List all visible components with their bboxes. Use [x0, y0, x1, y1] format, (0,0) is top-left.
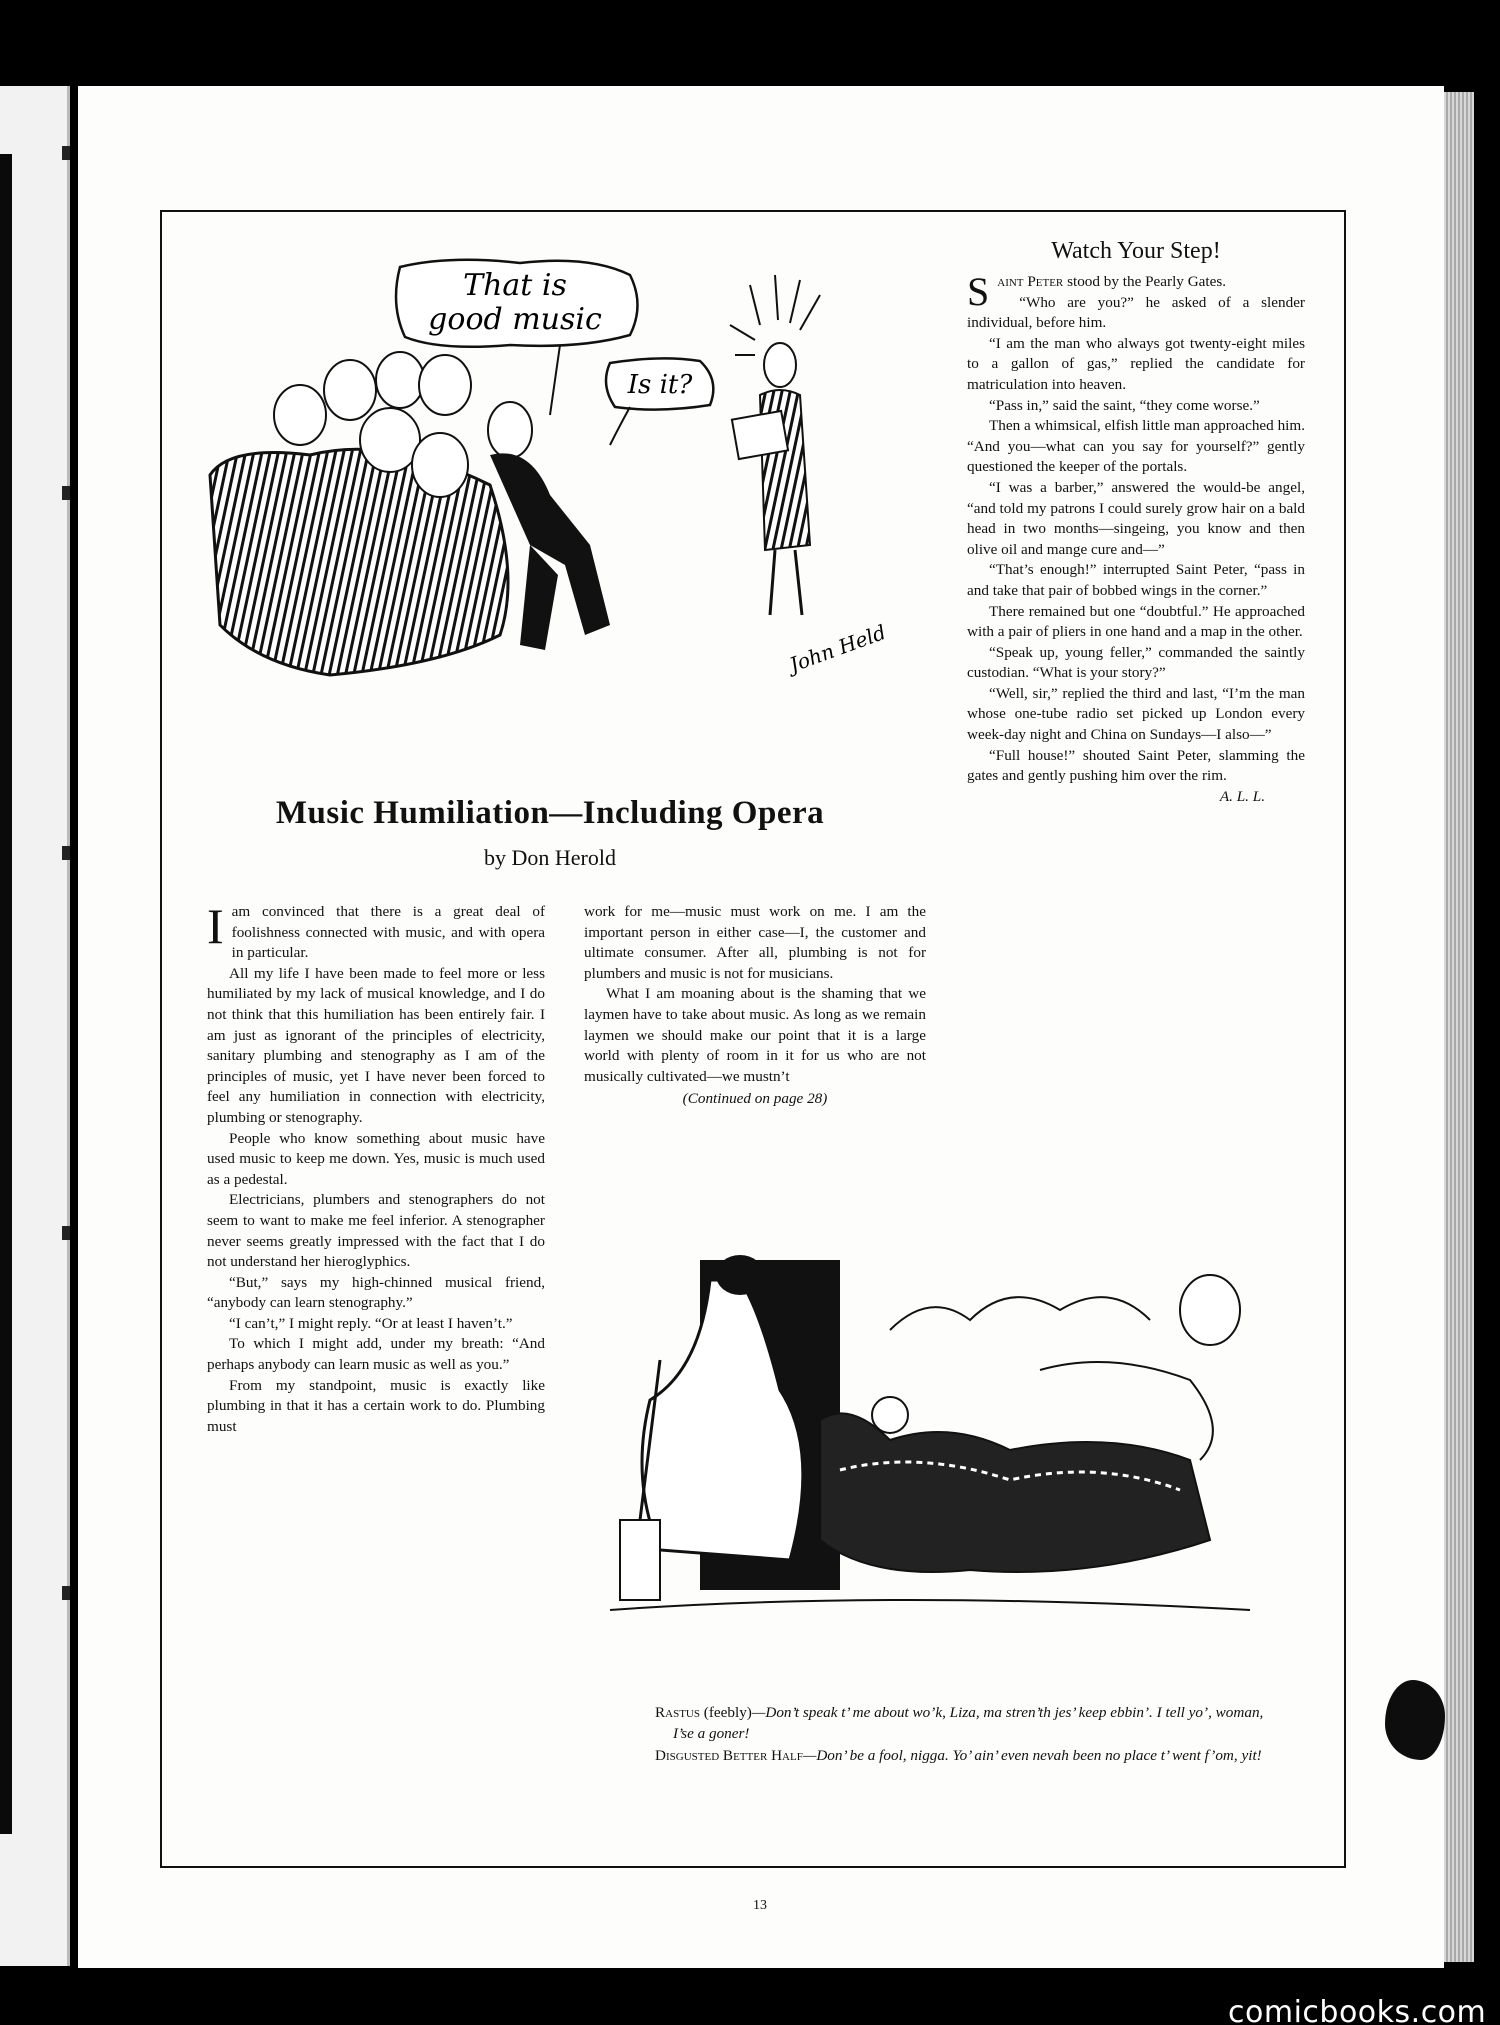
drop-cap: I [207, 898, 224, 954]
caption-speaker-2: Disgusted Better Half [655, 1747, 803, 1764]
paragraph: “I was a barber,” answered the would-be angel, “and told my patrons I could surely grow hair on a bald head in two months—singeing, you know and then olive oil and mange cure and—” [967, 478, 1305, 558]
sidebar-title: Watch Your Step! [1051, 238, 1221, 264]
sidebar-column [967, 269, 1305, 807]
site-watermark: comicbooks.com [1228, 1995, 1487, 2025]
caption-speaker-1: Rastus [655, 1704, 700, 1721]
paragraph: “Well, sir,” replied the third and last, “I’m the man whose one-tube radio set picked up London every week-day night and China on Sundays—I also—” [967, 684, 1305, 744]
bubble-text-1: That is good music [428, 268, 602, 337]
paragraph: “Full house!” shouted Saint Peter, slamming the gates and gently pushing him over the rim. [967, 746, 1305, 785]
article-column-2 [584, 902, 926, 1110]
sidebar-opening-text: stood by the Pearly Gates. [1063, 273, 1227, 290]
paragraph: To which I might add, under my breath: “And perhaps anybody can learn music as well as you.” [207, 1335, 545, 1374]
caption-speaker-1-note: (feebly) [699, 1704, 752, 1721]
paragraph: “I am the man who always got twenty-eight miles to a gallon of gas,” replied the candidate for matriculation into heaven. [967, 334, 1305, 393]
paragraph: All my life I have been made to feel more or less humiliated by my lack of musical knowledge, and I do not think that this humiliation has been entirely fair. I am just as ignorant of the principles of electricity, sanitary plumbing and stenography as I am of the principles of music, yet I have never been forced to feel any humiliation in connection with electricity, plumbing or stenography. [207, 964, 545, 1126]
ink-blot [1385, 1680, 1445, 1760]
sidebar-initials: A. L. L. [1219, 787, 1265, 805]
paragraph: There remained but one “doubtful.” He approached with a pair of pliers in one hand and a map in the other. [967, 602, 1305, 641]
concert-cartoon [190, 245, 920, 685]
article-column-1 [207, 898, 545, 1437]
facing-page-edge [0, 86, 70, 1966]
article-byline: by Don Herold [484, 845, 616, 870]
sidebar-drop-cap: S [967, 269, 990, 314]
paragraph: “But,” says my high-chinned musical friend, “anybody can learn stenography.” [207, 1273, 545, 1312]
article-opening-paragraph [207, 898, 545, 964]
paragraph: “That’s enough!” interrupted Saint Peter, “pass in and take that pair of bobbed wings in the corner.” [967, 561, 1305, 599]
paragraph: “Pass in,” said the saint, “they come worse.” [989, 396, 1260, 414]
paragraph: “Speak up, young feller,” commanded the saintly custodian. “What is your story?” [967, 643, 1305, 682]
page-stack-edge [1444, 92, 1474, 1962]
paragraph: What I am moaning about is the shaming that we laymen have to take about music. As long as we remain laymen we should make our point that it is a large world with plenty of room in it for us who are not musically cultivated—we mustn’t [584, 985, 926, 1085]
continued-note: (Continued on page 28) [682, 1090, 828, 1108]
paragraph: “I can’t,” I might reply. “Or at least I haven’t.” [229, 1314, 513, 1332]
paragraph: People who know something about music have used music to keep me down. Yes, music is much used as a pedestal. [207, 1129, 545, 1188]
bubble-text-2: Is it? [627, 370, 693, 400]
artist-signature: John Held [786, 619, 890, 677]
cartoon-caption [655, 1702, 1275, 1766]
caption-line-1 [655, 1702, 1275, 1744]
facing-page-print [0, 154, 12, 1834]
paragraph: “Who are you?” he asked of a slender individual, before him. [967, 293, 1305, 332]
rastus-cartoon [590, 1250, 1280, 1690]
page-number: 13 [753, 1898, 767, 1913]
paragraph: From my standpoint, music is exactly like plumbing in that it has a certain work to do. Plumbing must [207, 1376, 545, 1435]
sidebar-lead: aint Peter [997, 273, 1064, 290]
paragraph: Then a whimsical, elfish little man approached him. “And you—what can you say for yourself?” gently questioned the keeper of the portals. [967, 417, 1305, 476]
singer-drawing [730, 275, 820, 615]
article-title: Music Humiliation—Including Opera [275, 795, 825, 831]
caption-dialogue-1: —Don’t speak t’ me about wo’k, Liza, ma stren’th jes’ keep ebbin’. I tell yo’, woman, I’se a goner! [673, 1704, 1264, 1742]
opening-text: am convinced that there is a great deal of foolishness connected with music, and with opera in particular. [231, 903, 545, 962]
paragraph: work for me—music must work on me. I am the important person in either case—I, the customer and ultimate consumer. After all, plumbing is not for plumbers and music is not for musicians. [584, 903, 926, 982]
caption-line-2 [655, 1745, 1275, 1766]
paragraph: Electricians, plumbers and stenographers do not seem to want to make me feel inferior. A stenographer never seems greatly impressed with the fact that I do not understand her hieroglyphics. [207, 1191, 545, 1271]
caption-dialogue-2: —Don’ be a fool, nigga. Yo’ ain’ even nevah been no place t’ went f’om, yit! [802, 1747, 1262, 1764]
